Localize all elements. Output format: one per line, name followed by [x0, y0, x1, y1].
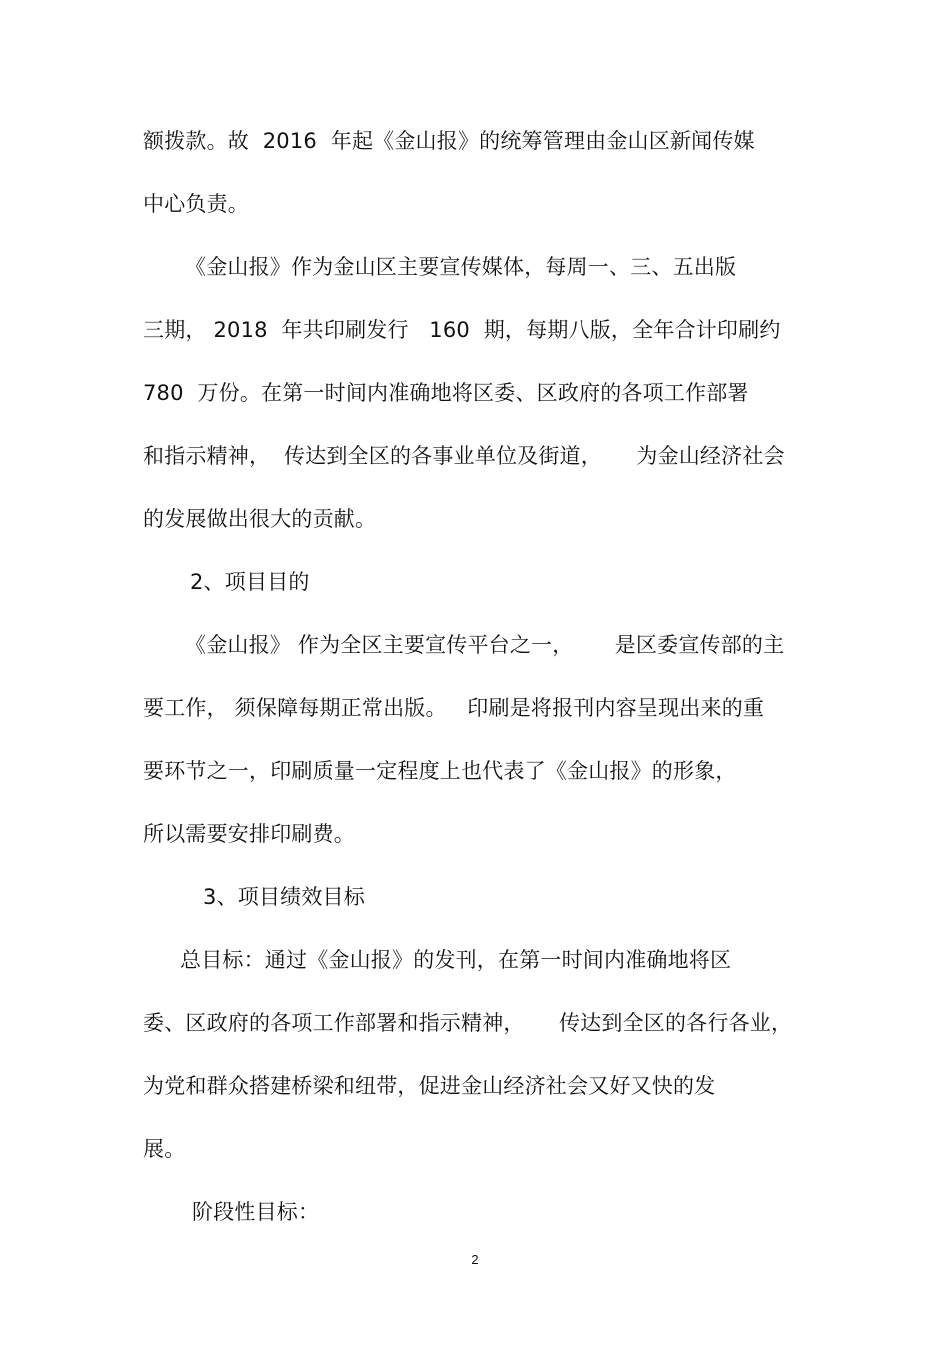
paragraph-line-3: 《金山报》作为金山区主要宣传媒体，每周一、三、五出版 — [185, 255, 737, 279]
paragraph-line-1: 额拨款。故 2016 年起《金山报》的统筹管理由金山区新闻传媒 — [143, 129, 755, 153]
paragraph-line-16: 为党和群众搭建桥梁和纽带，促进金山经济社会又好又快的发 — [143, 1074, 716, 1098]
paragraph-line-6: 和指示精神， 传达到全区的各事业单位及街道， 为金山经济社会 — [143, 444, 785, 468]
paragraph-line-7: 的发展做出很大的贡献。 — [143, 507, 377, 531]
section-heading-project-purpose: 2、项目目的 — [190, 570, 310, 594]
paragraph-line-14: 总目标：通过《金山报》的发刊，在第一时间内准确地将区 — [180, 948, 732, 972]
paragraph-line-10: 要工作， 须保障每期正常出版。 印刷是将报刊内容呈现出来的重 — [143, 696, 765, 720]
paragraph-line-17: 展。 — [143, 1137, 186, 1161]
section-heading-performance-goals: 3、项目绩效目标 — [203, 885, 365, 909]
paragraph-line-4: 三期， 2018 年共印刷发行 160 期，每期八版，全年合计印刷约 — [143, 318, 781, 342]
paragraph-line-15: 委、区政府的各项工作部署和指示精神， 传达到全区的各行各业， — [143, 1011, 793, 1035]
subheading-stage-goals: 阶段性目标： — [192, 1200, 320, 1224]
page-number: 2 — [471, 1252, 479, 1267]
paragraph-line-2: 中心负责。 — [143, 192, 249, 216]
paragraph-line-11: 要环节之一，印刷质量一定程度上也代表了《金山报》的形象， — [143, 759, 737, 783]
paragraph-line-12: 所以需要安排印刷费。 — [143, 822, 355, 846]
paragraph-line-9: 《金山报》 作为全区主要宣传平台之一， 是区委宣传部的主 — [185, 633, 785, 657]
paragraph-line-5: 780 万份。在第一时间内准确地将区委、区政府的各项工作部署 — [143, 381, 749, 405]
